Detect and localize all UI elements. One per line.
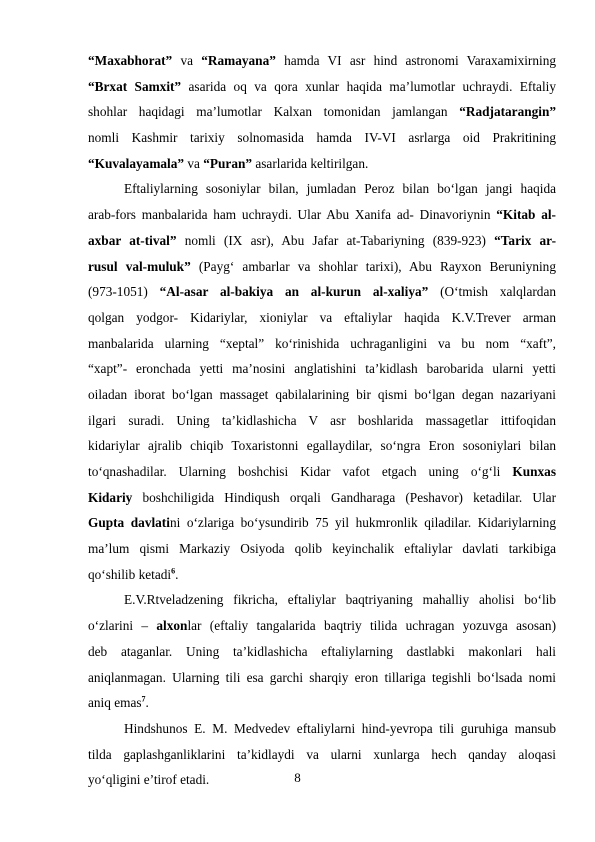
- paragraph: [88, 176, 556, 587]
- bold-text: “Puran”: [203, 155, 253, 171]
- bold-text: Kidariy: [88, 489, 133, 505]
- text-line: [88, 665, 556, 691]
- bold-text: “Maxabhorat”: [88, 53, 173, 68]
- text-run: ni o‘zlariga bo‘ysundirib 75 yil hukmronlik qiladilar. Kidariylarning: [169, 515, 556, 531]
- text-run: va: [172, 53, 202, 68]
- text-run: hamda VI asr hind astronomi Varaxamixirning: [275, 53, 556, 68]
- text-line: [88, 202, 556, 228]
- text-run: “xapt”- eronchada yetti ma’nosini anglatishini ta’kidlash barobarida ularni yetti: [88, 361, 556, 377]
- text-run: arab-fors manbalarida ham uchraydi. Ular Abu Xanifa ad- Dinavoriynin: [88, 207, 497, 223]
- text-run: (973-1051): [88, 284, 160, 300]
- text-line: [88, 356, 556, 382]
- text-run: ma’lum qismi Markaziy Osiyoda qolib keyinchalik eftaliylar davlati tarkibiga: [88, 541, 556, 557]
- text-line: [88, 305, 556, 331]
- bold-text: Gupta davlati: [88, 515, 170, 531]
- text-line: [88, 99, 556, 125]
- text-line: [88, 254, 556, 280]
- bold-text: “Al-asar al-bakiya an al-kurun al-xaliya”: [159, 284, 429, 300]
- text-run: nomli Kashmir tarixiy solnomasida hamda IV-VI asrlarga oid Prakritining: [88, 130, 556, 146]
- footnote-ref: 6: [171, 566, 176, 576]
- text-line: [88, 459, 556, 485]
- bold-text: alxon: [156, 618, 188, 634]
- bold-text: axbar at-tival”: [88, 232, 177, 248]
- text-run: Eftaliylarning sosoniylar bilan, jumladan Peroz bilan bo‘lgan jangi haqida: [124, 181, 556, 197]
- text-run: deb ataganlar. Uning ta’kidlashicha eftaliylarning dastlabki makonlari hali: [88, 643, 556, 659]
- paragraph: [88, 587, 556, 715]
- text-run: yo‘qligini e’tirof etadi.: [88, 772, 210, 788]
- text-line: [88, 408, 556, 434]
- text-line: [88, 433, 556, 459]
- text-run: asarida oq va qora xunlar haqida ma’lumotlar uchraydi. Eftaliy: [181, 78, 556, 94]
- text-line: [88, 742, 556, 768]
- text-line: [88, 510, 556, 536]
- text-run: asarlarida keltirilgan.: [252, 155, 369, 171]
- bold-text: Kunxas: [512, 464, 556, 479]
- text-run: qolgan yodgor- Kidariylar, xioniylar va eftaliylar haqida K.V.Trever arman: [88, 309, 556, 325]
- text-run: lar (eftaliy tangalarida baqtriy tilida uchragan yozuvga asosan): [187, 618, 556, 634]
- text-line: [88, 587, 556, 613]
- text-run: qo‘shilib ketadi: [88, 566, 172, 582]
- text-line: [88, 151, 556, 177]
- bold-text: “Kuvalayamala”: [88, 155, 185, 171]
- text-line: [88, 74, 556, 100]
- text-run: (Payg‘ ambarlar va shohlar tarixi), Abu Rayxon Beruniyning: [190, 258, 556, 274]
- text-run: o‘zlarini –: [88, 618, 157, 634]
- bold-text: “Ramayana”: [201, 53, 276, 68]
- text-run: .: [175, 566, 179, 582]
- text-line: [88, 228, 556, 254]
- text-run: tilda gaplashganliklarini ta’kidlaydi va ularni xunlarga hech qanday aloqasi: [88, 746, 556, 762]
- paragraph: [88, 48, 556, 176]
- text-run: (O‘tmish xalqlardan: [428, 284, 557, 300]
- text-line: [88, 382, 556, 408]
- text-run: shohlar haqidagi ma’lumotlar Kalxan tomonidan jamlangan: [88, 104, 460, 120]
- text-run: nomli (IX asr), Abu Jafar at-Tabariyning (839-923): [176, 232, 495, 248]
- text-line: [88, 562, 556, 588]
- text-line: [88, 690, 556, 716]
- text-run: boshchiligida Hindiqush orqali Gandharaga (Peshavor) ketadilar. Ular: [132, 489, 556, 505]
- bold-text: rusul val-muluk”: [88, 258, 191, 274]
- bold-text: “Brxat Samxit”: [88, 78, 182, 94]
- text-run: .: [145, 695, 149, 711]
- text-run: aniqlanmagan. Ularning tili esa garchi sharqiy eron tillariga tegishli bo‘lsada nomi: [88, 669, 556, 685]
- text-run: aniq emas: [88, 695, 142, 711]
- text-line: [88, 485, 556, 511]
- text-line: [88, 613, 556, 639]
- text-run: E.V.Rtveladzening fikricha, eftaliylar baqtriyaning mahalliy aholisi bo‘lib: [124, 592, 556, 608]
- text-run: Hindshunos E. M. Medvedev eftaliylarni hind-yevropa tili guruhiga mansub: [124, 720, 556, 736]
- text-line: [88, 639, 556, 665]
- text-line: [88, 48, 556, 74]
- body-text: [88, 48, 556, 793]
- text-run: kidariylar ajralib chiqib Toxaristonni egallaydilar, so‘ngra Eron sosoniylari bilan: [88, 438, 556, 454]
- text-line: [88, 176, 556, 202]
- bold-text: “Tarix ar-: [494, 232, 557, 248]
- bold-text: “Radjatarangin”: [459, 104, 556, 120]
- text-run: to‘qnashadilar. Ularning boshchisi Kidar vafot etgach uning o‘g‘li: [88, 464, 513, 479]
- text-line: [88, 279, 556, 305]
- footnote-ref: 7: [141, 694, 146, 704]
- page-number: 8: [294, 770, 301, 785]
- text-line: [88, 536, 556, 562]
- text-run: ilgari suradi. Uning ta’kidlashicha V asr boshlarida massagetlar ittifoqidan: [88, 412, 556, 428]
- text-run: va: [184, 155, 204, 171]
- text-line: [88, 125, 556, 151]
- text-line: [88, 331, 556, 357]
- text-run: manbalarida ularning “xeptal” ko‘rinishida uchraganligini va bu nom “xaft”,: [88, 335, 556, 351]
- bold-text: “Kitab al-: [496, 207, 556, 223]
- text-run: oiladan iborat bo‘lgan massaget qabilalarining bir qismi bo‘lgan degan nazariyani: [88, 386, 556, 402]
- text-line: [88, 716, 556, 742]
